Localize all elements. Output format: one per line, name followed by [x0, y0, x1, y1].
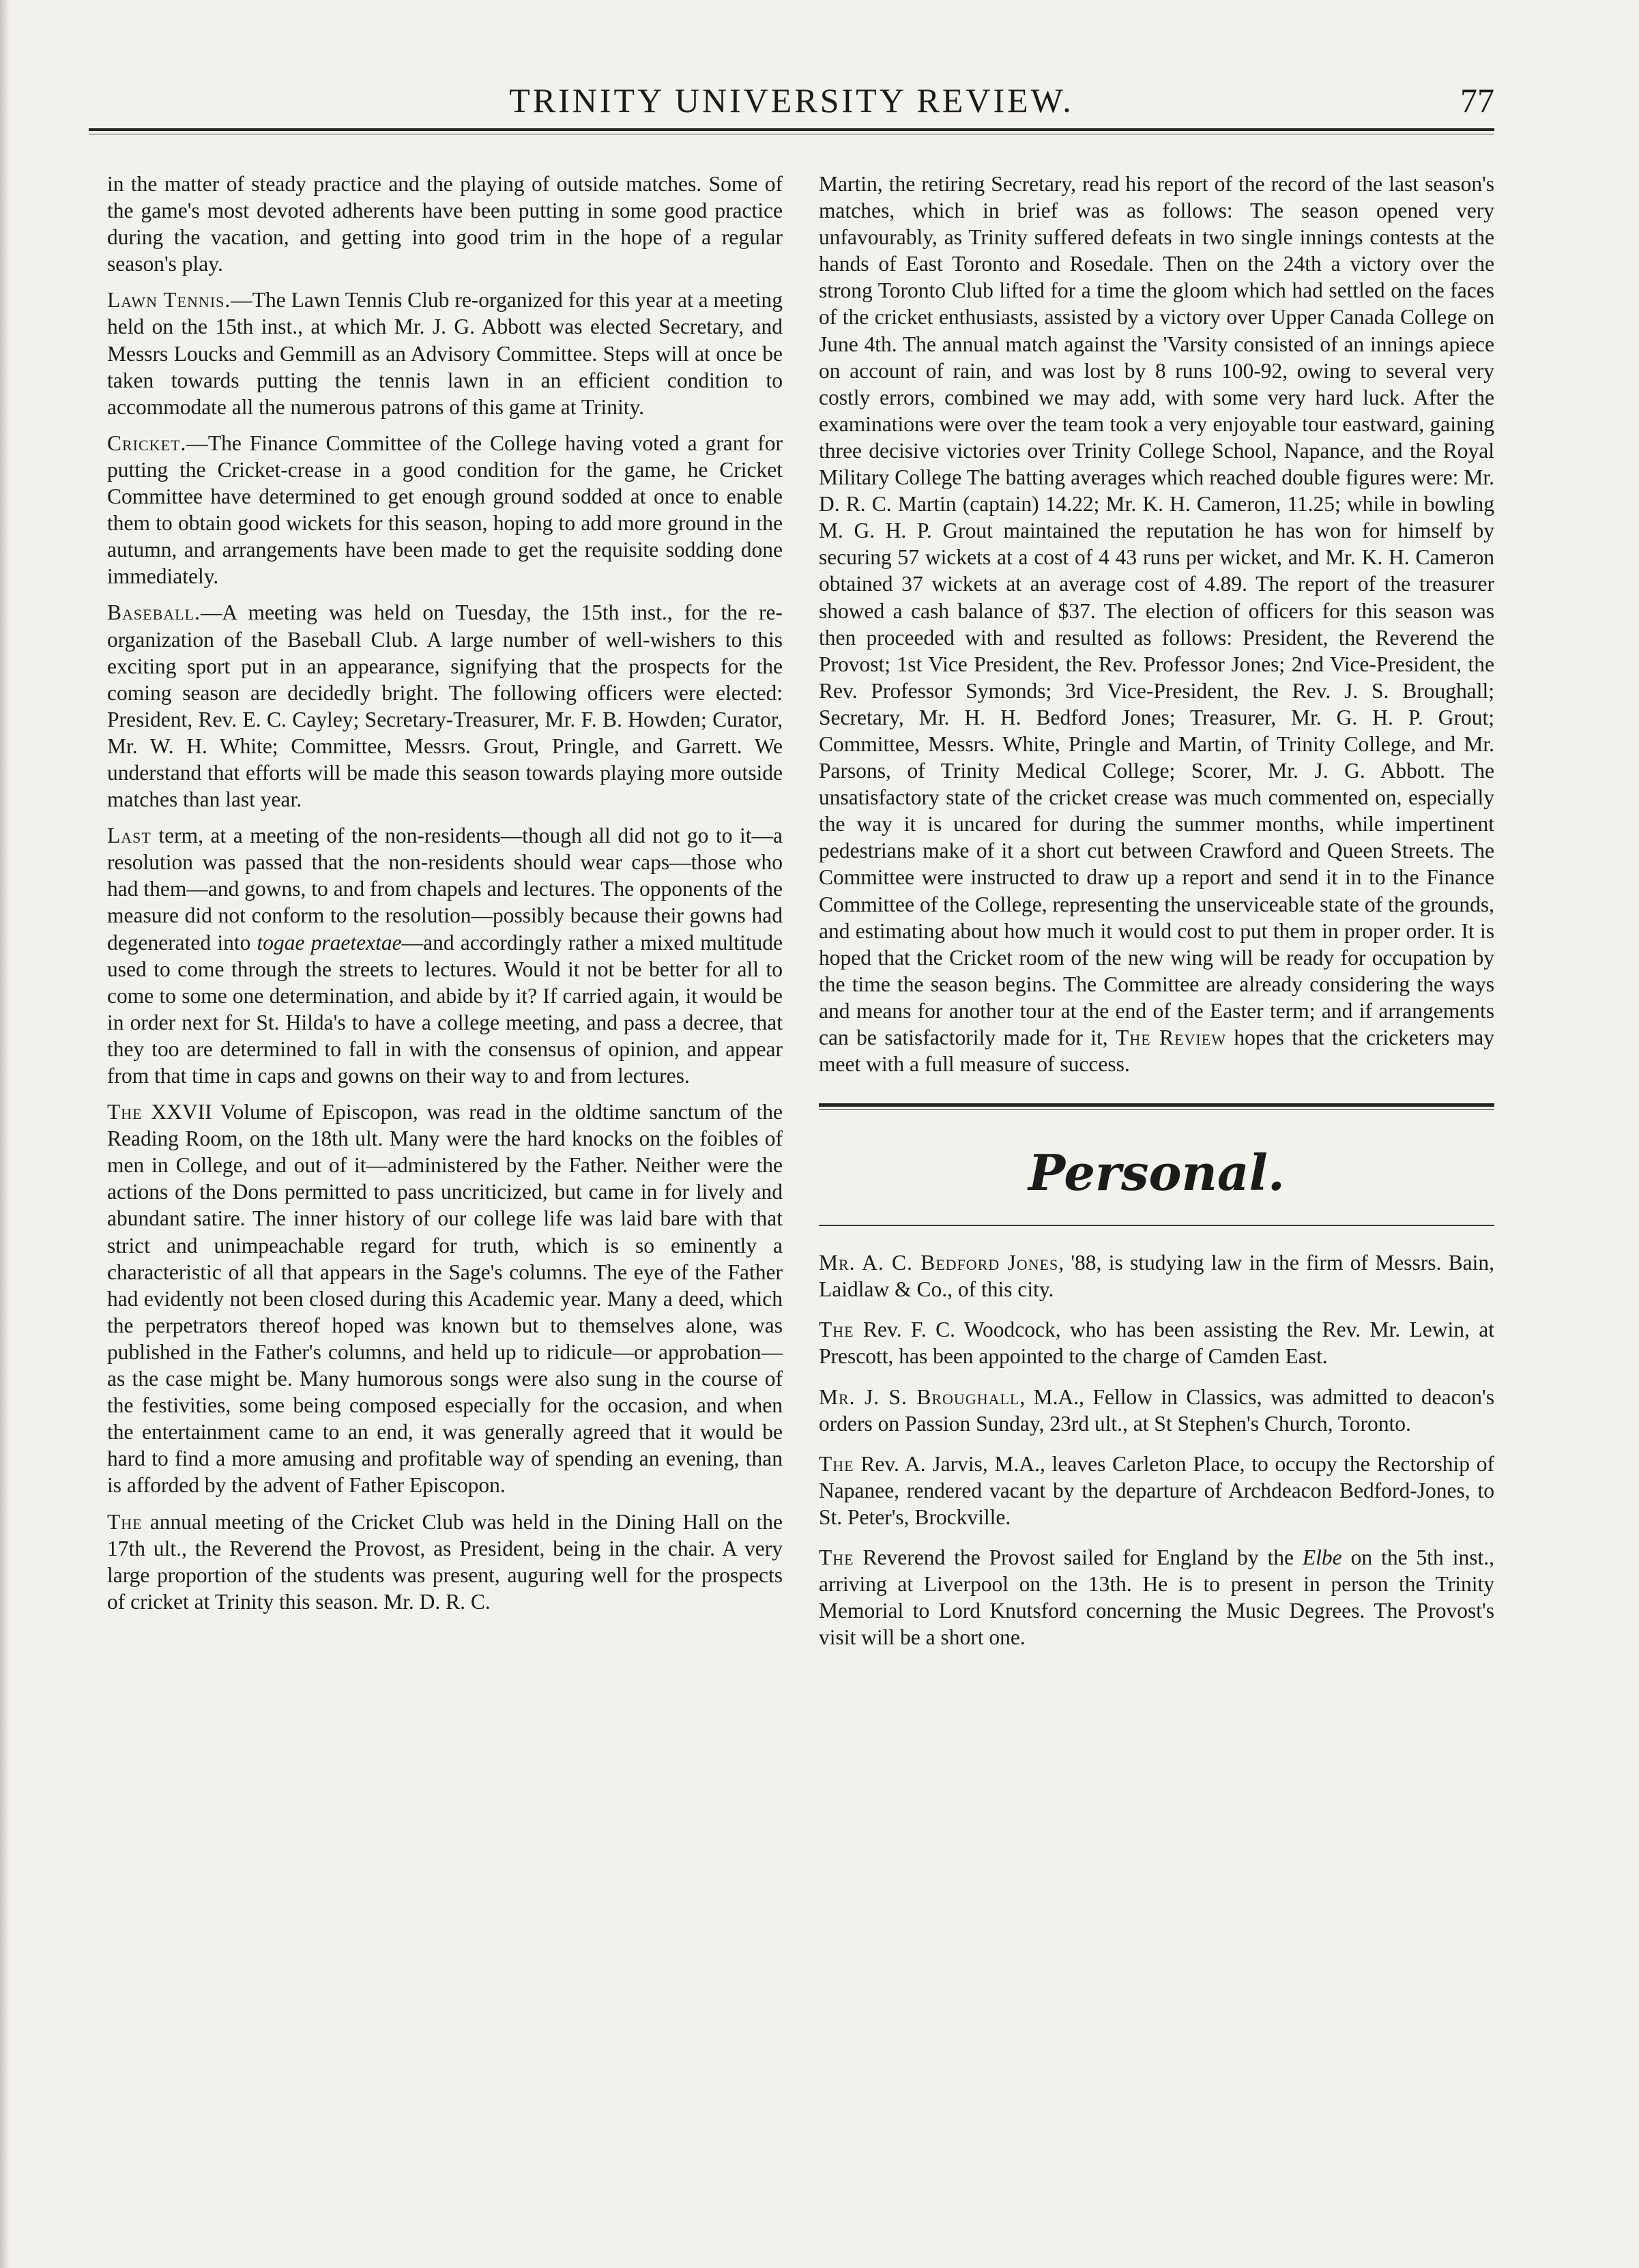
paragraph-lead-word: The — [107, 1509, 143, 1534]
paragraph-text: —The Finance Committee of the College having voted a grant for putting the Cricket-crease in a good condition for the game, he Cricket Committee have determined to get enough ground sodded at once to enable them to obtain good wickets for this season, hoping to add more ground in the autumn, and arrangements have been made to get the requisite sodding done immediately. — [107, 431, 783, 589]
page-edge-shadow — [0, 0, 10, 2268]
section-lead-baseball: Baseball. — [107, 600, 201, 625]
paragraph-text: —A meeting was held on Tuesday, the 15th inst., for the re-organization of the Baseball Club. A large number of well-wishers to this exciting sport put in an appearance, signifying that the prospects for the coming season are decidedly bright. The following officers were elected: President, Rev. E. C. Cayley; Secretary-Treasurer, Mr. F. B. Howden; Curator, Mr. W. H. White; Committee, Messrs. Grout, Pringle, and Garrett. We understand that efforts will be made this season towards playing more outside matches than last year. — [107, 600, 783, 812]
page-header — [89, 75, 1494, 130]
paragraph-episcopon — [107, 1099, 783, 1498]
ship-name: Elbe — [1302, 1545, 1342, 1570]
section-divider — [819, 1103, 1494, 1110]
personal-item — [819, 1316, 1494, 1369]
paragraph-text: XXVII Volume of Episcopon, was read in the oldtime sanctum of the Reading Room, on the 18th ult. Many were the hard knocks on the foibles of men in College, and out of it—administered by the Father. Neither were the actions of the Dons permitted to pass uncriticized, but came in for lively and abundant satire. The inner history of our college life was laid bare with that strict and unimpeachable regard for truth, which is so eminently a characteristic of all that appears in the Sage's columns. The eye of the Father had evidently not been closed during this Academic year. Many a deed, which the perpetrators thereof hoped was known but to themselves alone, was published in the Father's columns, and held up to ridicule—or approbation—as the case might be. Many humorous songs were also sung in the course of the festivities, some being composed especially for the occasion, and when the entertainment came to an end, it was generally agreed that it would be hard to find a more amusing and profitable way of spending an evening, than is afforded by the advent of Father Episcopon. — [107, 1100, 783, 1498]
paragraph-lead-word: The — [107, 1100, 143, 1124]
personal-heading: Personal. — [1028, 1144, 1285, 1202]
personal-item-text: Rev. A. Jarvis, M.A., leaves Carleton Place, to occupy the Rectorship of Napanee, rendered vacant by the departure of Archdeacon Bedford-Jones, to St. Peter's, Brockville. — [819, 1451, 1494, 1529]
paragraph-text: Martin, the retiring Secretary, read his report of the record of the last season's matches, which in brief was as follows: The season opened very unfavourably, as Trinity suffered defeats in two single innings contests at the hands of East Toronto and Rosedale. Then on the 24th a victory over the strong Toronto Club lifted for a time the gloom which had settled on the faces of the cricket enthusiasts, assisted by a victory over Upper Canada College on June 4th. The annual match against the 'Varsity consisted of an innings apiece on account of rain, and was lost by 8 runs 100-92, owing to several very costly errors, combined we may add, with some very hard luck. After the examinations were over the team took a very enjoyable tour eastward, gaining three decisive victories over Trinity College School, Napance, and the Royal Military College The batting averages which reached double figures were: Mr. D. R. C. Martin (captain) 14.22; Mr. K. H. Cameron, 11.25; while in bowling M. G. H. P. Grout maintained the reputation he has won for himself by securing 57 wickets at a cost of 4 43 runs per wicket, and Mr. K. H. Cameron obtained 37 wickets at an average cost of 4.89. The report of the treasurer showed a cash balance of $37. The election of officers for this season was then proceeded with and resulted as follows: President, the Reverend the Provost; 1st Vice President, the Rev. Professor Jones; 2nd Vice-President, the Rev. Professor Symonds; 3rd Vice-President, the Rev. J. S. Broughall; Secretary, Mr. H. H. Bedford Jones; Treasurer, Mr. G. H. P. Grout; Committee, Messrs. White, Pringle and Martin, of Trinity College, and Mr. Parsons, of Trinity Medical College; Scorer, Mr. J. G. Abbott. The unsatisfactory state of the cricket crease was much commented on, especially the way it is uncared for during the summer months, while impertinent pedestrians make of it a short cut between Crawford and Queen Streets. The Committee were instructed to draw up a report and send it in to the Finance Committee of the College, representing the unserviceable state of the grounds, and estimating about how much it would cost to put them in proper order. It is hoped that the Cricket room of the new wing will be ready for occupation by the time the season begins. The Committee are already considering the ways and means for another tour at the end of the Easter term; and if arrangements can be satisfactorily made for it, — [819, 172, 1494, 1049]
personal-item-lead: The — [819, 1451, 854, 1476]
page-number: 77 — [1460, 81, 1494, 119]
section-lead-cricket: Cricket. — [107, 431, 187, 455]
paragraph-text: —The Lawn Tennis Club re-organized for this year at a meeting held on the 15th inst., at which Mr. J. G. Abbott was elected Secretary, and Messrs Loucks and Gemmill as an Advisory Committee. Steps will at once be taken towards putting the tennis lawn in an efficient condition to accommodate all the numerous patrons of this game at Trinity. — [107, 288, 783, 419]
paragraph-baseball — [107, 599, 783, 813]
paragraph-cricket-club-meeting — [107, 1509, 783, 1615]
personal-item-text: Reverend the Provost sailed for England by the — [854, 1545, 1303, 1570]
right-column — [819, 171, 1494, 1651]
paragraph-lead-word: Last — [107, 824, 151, 848]
personal-item-text: , M.A., Fellow in Classics, was admitted to deacon's orders on Passion Sunday, 23rd ult., at St Stephen's Church, Toronto. — [819, 1384, 1494, 1436]
personal-item-text: , '88, is studying law in the firm of Messrs. Bain, Laidlaw & Co., of this city. — [819, 1251, 1494, 1302]
personal-rule — [819, 1225, 1494, 1226]
personal-item — [819, 1451, 1494, 1530]
paragraph-lawn-tennis — [107, 287, 783, 420]
paragraph-text: hopes that the cricketers may meet with a full measure of success. — [819, 1026, 1495, 1077]
personal-item-lead: Mr. A. C. Bedford Jones — [819, 1251, 1059, 1275]
personal-item-text: on the 5th inst., arriving at Liverpool on the 13th. He is to present in person the Trinity Memorial to Lord Knutsford concerning the Music Degrees. The Provost's visit will be a short one. — [819, 1545, 1495, 1650]
journal-title: TRINITY UNIVERSITY REVIEW. — [509, 81, 1074, 119]
header-rule — [89, 128, 1494, 134]
personal-item-text: Rev. F. C. Woodcock, who has been assisting the Rev. Mr. Lewin, at Prescott, has been appointed to the charge of Camden East. — [819, 1318, 1494, 1369]
paragraph-text: —and accordingly rather a mixed multitude used to come through the streets to lectures. Would it not be better for all to come to some one determination, and abide by it? If carried again, it would be in order next for St. Hilda's to have a college meeting, and pass a decree, that they too are determined to fall in with the consensus of opinion, and appear from that time in caps and gowns on their way to and from lectures. — [107, 930, 783, 1088]
the-review-name: The Review — [1116, 1026, 1226, 1049]
paragraph-cricket — [107, 430, 783, 590]
personal-item-lead: The — [819, 1318, 854, 1342]
personal-item — [819, 1384, 1494, 1437]
paragraph-cricket-report — [819, 171, 1494, 1077]
personal-item — [819, 1544, 1494, 1651]
paragraph-caps-and-gowns — [107, 822, 783, 1089]
personal-item-lead: Mr. J. S. Broughall — [819, 1384, 1020, 1409]
latin-phrase: togae praetextae — [257, 930, 402, 955]
left-column — [107, 171, 783, 1615]
personal-section — [819, 1249, 1494, 1651]
paragraph-text: term, at a meeting of the non-residents—though all did not go to it—a resolution was passed that the non-residents should wear caps—those who had them—and gowns, to and from chapels and lectures. The opponents of the measure did not conform to the resolution—possibly because their gowns had degenerated into — [107, 824, 783, 955]
personal-item-lead: The — [819, 1545, 854, 1570]
paragraph-text: annual meeting of the Cricket Club was held in the Dining Hall on the 17th ult., the Reverend the Provost, as President, being in the chair. A very large proportion of the students was present, auguring well for the prospects of cricket at Trinity this season. Mr. D. R. C. — [107, 1509, 783, 1614]
personal-item — [819, 1249, 1494, 1303]
section-lead-lawn-tennis: Lawn Tennis. — [107, 288, 231, 312]
paragraph-outside-matches — [107, 171, 783, 277]
paragraph-text: in the matter of steady practice and the playing of outside matches. Some of the game's most devoted adherents have been putting in some good practice during the vacation, and getting into good trim in the hope of a regular season's play. — [107, 172, 783, 276]
